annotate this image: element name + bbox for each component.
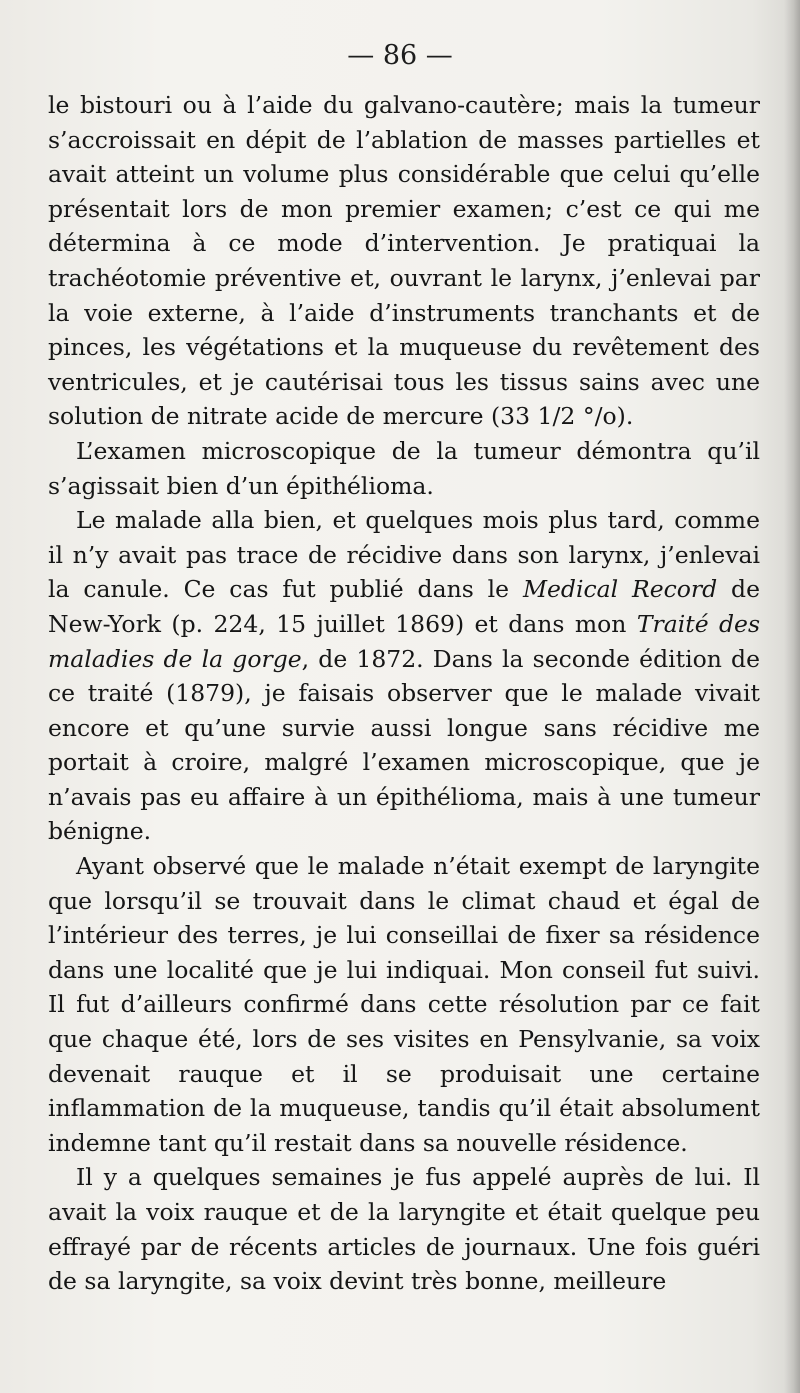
paragraph: [48, 434, 760, 503]
text-segment: Il y a quelques semaines je fus appelé auprès de lui. Il avait la voix rauque et de la laryngite et était quelque peu effrayé par de récents articles de journaux. Une fois guéri de sa laryngite, sa voix devint très bonne, meilleure: [48, 1163, 760, 1296]
body-text: [48, 88, 760, 1299]
page-edge-shadow: [784, 0, 800, 1393]
journal-title: Medical Record: [522, 575, 718, 604]
text-segment: Le malade alla bien, et quelques mois plus tard, comme il n’y avait pas trace de récidive dans son larynx, j’enlevai la canule. Ce cas fut publié dans le: [48, 506, 760, 604]
paragraph: [48, 88, 760, 434]
paragraph: [48, 503, 760, 849]
text-segment: le bistouri ou à l’aide du galvano-cautère; mais la tumeur s’accroissait en dépit de l’ablation de masses partielles et avait atteint un volume plus considérable que celui qu’elle présentait lors de mon premier examen; c’est ce qui me détermina à ce mode d’intervention. Je pratiquai la trachéotomie préventive et, ouvrant le larynx, j’enlevai par la voie externe, à l’aide d’instruments tranchants et de pinces, les végétations et la muqueuse du revêtement des ventricules, et je cautérisai tous les tissus sains avec une solution de nitrate acide de mercure (33 1/2 °/o).: [48, 91, 760, 431]
text-segment: L’examen microscopique de la tumeur démontra qu’il s’agissait bien d’un épithélioma.: [48, 436, 760, 500]
paragraph: [48, 1160, 760, 1298]
text-segment: de New-York (p. 224, 15 juillet 1869) et dans mon: [48, 575, 761, 638]
text-segment: Ayant observé que le malade n’était exempt de laryngite que lorsqu’il se trouvait dans le climat chaud et égal de l’intérieur des terres, je lui conseillai de fixer sa résidence dans une localité que je lui indiquai. Mon conseil fut suivi. Il fut d’ailleurs confirmé dans cette résolution par ce fait que chaque été, lors de ses visites en Pensylvanie, sa voix devenait rauque et il se produisait une certaine inflammation de la muqueuse, tandis qu’il était absolument indemne tant qu’il restait dans sa nouvelle résidence.: [48, 852, 760, 1157]
paragraph: [48, 849, 760, 1160]
text-segment: , de 1872. Dans la seconde édition de ce traité (1879), je faisais observer que le malade vivait encore et qu’une survie aussi longue sans récidive me portait à croire, malgré l’examen microscopique, que je n’avais pas eu affaire à un épithélioma, mais à une tumeur bénigne.: [48, 644, 760, 846]
book-title: Traité des maladies de la gorge: [48, 609, 761, 673]
page-number: — 86 —: [347, 40, 453, 71]
